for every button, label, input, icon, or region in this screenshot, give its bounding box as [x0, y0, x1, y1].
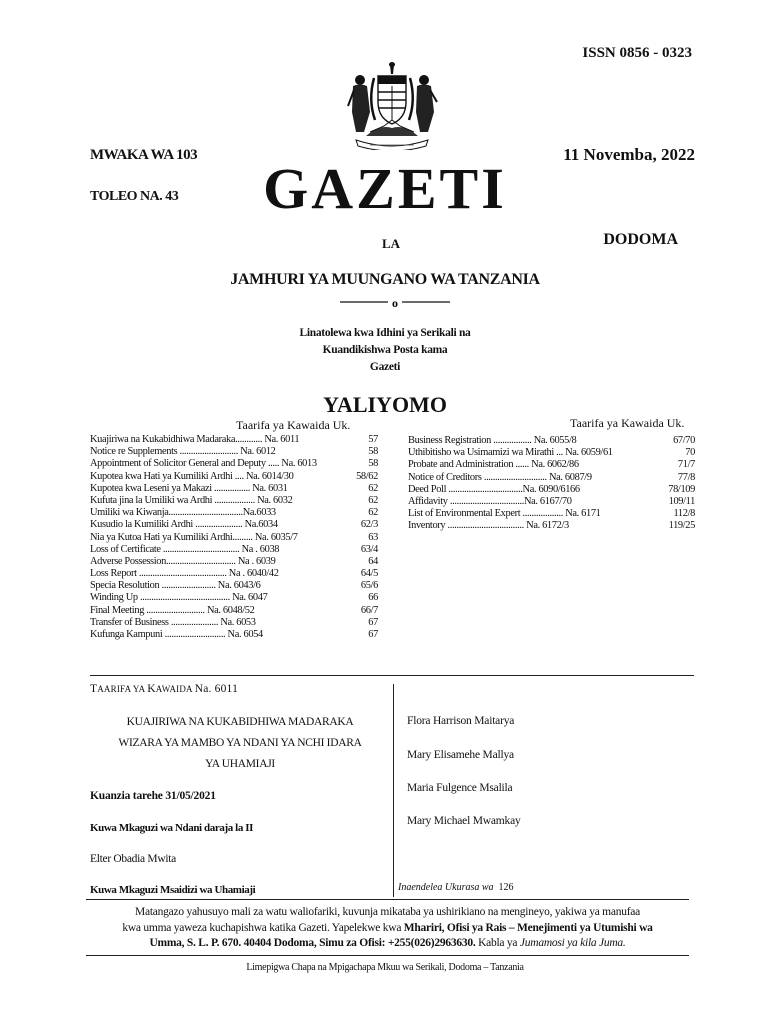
footer-line: Umma, S. L. P. 670. 40404 Dodoma, Simu za Ofisi: +255(026)2963630. Kabla ya Jumamosi ya kila Juma. — [149, 937, 626, 949]
ornament-letter: o — [392, 297, 398, 309]
registration-note — [0, 325, 770, 376]
contents-entry — [408, 472, 695, 484]
contents-header-right: Taarifa ya Kawaida Uk. — [570, 416, 685, 430]
contents-entry-page: 58/62 — [356, 470, 378, 482]
contents-entry-title: Loss of Certificate .................................. Na . 6038 — [90, 543, 280, 555]
contents-entry-page: 62 — [368, 482, 378, 494]
contents-entry-page: 63 — [368, 531, 378, 543]
contents-entry-page: 57 — [368, 434, 378, 445]
contents-entry-title: Probate and Administration ...... Na. 6062/86 — [408, 459, 579, 471]
contents-entry-page: 70 — [685, 447, 695, 459]
contents-entry-page: 71/7 — [677, 459, 695, 471]
contents-entry — [90, 532, 378, 544]
contents-entry — [408, 520, 695, 532]
contents-entry-page: 63/4 — [360, 543, 378, 555]
contents-entry — [90, 556, 378, 568]
contents-entry — [90, 458, 378, 470]
notice-label: TAARIFA YA KAWAIDA Na. 6011 — [90, 683, 239, 695]
appointee-name: Elter Obadia Mwita — [90, 853, 176, 865]
contents-entry-page: 78/109 — [668, 483, 695, 495]
contents-entry-page: 58 — [368, 458, 378, 470]
continued-note: Inaendelea Ukurasa wa 126 — [398, 882, 514, 893]
contents-entry-page: 77/8 — [677, 471, 695, 483]
contents-title: YALIYOMO — [323, 392, 447, 417]
contents-entry — [90, 507, 378, 519]
contents-entry-page: 66/7 — [360, 604, 378, 616]
contents-entry — [90, 580, 378, 592]
contents-entry-page: 62 — [368, 494, 378, 506]
contents-entry — [90, 446, 378, 458]
gazette-title: GAZETI — [263, 156, 507, 221]
printer-imprint: Limepigwa Chapa na Mpigachapa Mkuu wa Serikali, Dodoma – Tanzania — [246, 962, 524, 973]
contents-entry — [90, 434, 378, 446]
appointee-name: Flora Harrison Maitarya — [407, 715, 515, 727]
footer-divider — [86, 899, 689, 900]
column-divider — [393, 684, 394, 897]
contents-entry-title: Uthibitisho wa Usimamizi wa Mirathi ... Na. 6059/61 — [408, 447, 613, 459]
contents-entry-title: Loss Report ....................................... Na . 6040/42 — [90, 568, 279, 580]
appointee-name: Mary Elisamehe Mallya — [407, 749, 514, 761]
contents-entry-title: Transfer of Business ..................... Na. 6053 — [90, 616, 256, 628]
registration-line: Gazeti — [369, 361, 401, 373]
registration-line: Linatolewa kwa Idhini ya Serikali na — [299, 327, 471, 339]
contents-entry — [408, 435, 695, 447]
coat-of-arms-emblem — [340, 62, 444, 150]
contents-entry-title: Business Registration ................. Na. 6055/8 — [408, 435, 577, 446]
contents-entry-title: Affidavity .................................Na. 6167/70 — [408, 495, 572, 507]
appointee-name: Maria Fulgence Msalila — [407, 782, 513, 794]
contents-entry — [408, 459, 695, 471]
contents-entry-page: 67 — [368, 629, 378, 640]
footer-line: kwa umma yaweza kuchapishwa katika Gazeti. Yapelekwe kwa Mhariri, Ofisi ya Rais – Menejimenti ya Utumishi wa — [122, 921, 653, 934]
contents-entry — [90, 568, 378, 580]
country-name: JAMHURI YA MUUNGANO WA TANZANIA — [230, 271, 540, 288]
contents-entry — [90, 519, 378, 531]
footer-notice — [86, 905, 689, 952]
contents-list-right — [408, 435, 695, 533]
contents-entry-page: 67/70 — [673, 435, 695, 446]
contents-entry-title: List of Environmental Expert .................. Na. 6171 — [408, 508, 601, 520]
registration-line: Kuandikishwa Posta kama — [322, 344, 448, 356]
contents-entry — [408, 508, 695, 520]
contents-entry-title: Appointment of Solicitor General and Deputy ..... Na. 6013 — [90, 458, 317, 470]
contents-entry-title: Winding Up ........................................ Na. 6047 — [90, 592, 268, 604]
contents-entry-title: Deed Poll .................................Na. 6090/6166 — [408, 483, 580, 495]
contents-entry-page: 67 — [368, 616, 378, 628]
issue-number: TOLEO NA. 43 — [90, 189, 179, 204]
contents-entry — [90, 592, 378, 604]
contents-entry — [90, 495, 378, 507]
contents-entry-page: 64 — [368, 555, 378, 567]
title-connector: LA — [382, 236, 401, 251]
position-heading: Kuwa Mkaguzi wa Ndani daraja la II — [90, 822, 254, 834]
contents-entry-page: 119/25 — [668, 520, 695, 532]
contents-header-left: Taarifa ya Kawaida Uk. — [236, 418, 351, 432]
footer-line: Matangazo yahusuyo mali za watu waliofariki, kuvunja mikataba ya ushirikiano na mengineyo, yakiwa ya manufaa — [134, 906, 641, 918]
contents-entry-title: Specia Resolution ........................ Na. 6043/6 — [90, 580, 261, 592]
contents-entry-page: 62/3 — [360, 519, 378, 531]
contents-entry-title: Kupotea kwa Hati ya Kumiliki Ardhi .... Na. 6014/30 — [90, 470, 294, 482]
contents-entry — [90, 483, 378, 495]
issn-number: ISSN 0856 - 0323 — [582, 45, 692, 61]
contents-entry-title: Kufunga Kampuni ........................... Na. 6054 — [90, 629, 263, 640]
contents-entry-title: Kufuta jina la Umiliki wa Ardhi .................. Na. 6032 — [90, 494, 293, 506]
position-heading: Kuwa Mkaguzi Msaidizi wa Uhamiaji — [90, 884, 256, 896]
contents-entry-title: Kusudio la Kumiliki Ardhi ..................... Na.6034 — [90, 519, 278, 531]
contents-entry-title: Final Meeting .......................... Na. 6048/52 — [90, 604, 255, 616]
issue-date: 11 Novemba, 2022 — [563, 145, 695, 164]
contents-entry-title: Adverse Possession............................... Na . 6039 — [90, 555, 276, 567]
publication-place: DODOMA — [603, 231, 678, 248]
contents-entry — [90, 471, 378, 483]
contents-entry-page: 66 — [368, 592, 378, 604]
contents-entry — [408, 484, 695, 496]
contents-entry-title: Umiliki wa Kiwanja.................................Na.6033 — [90, 507, 276, 519]
notice-heading-line: WIZARA YA MAMBO YA NDANI YA NCHI IDARA — [118, 737, 362, 749]
contents-entry-page: 58 — [368, 446, 378, 458]
contents-entry-page: 109/11 — [668, 495, 695, 507]
contents-entry — [90, 617, 378, 629]
contents-entry-title: Inventory .................................. Na. 6172/3 — [408, 520, 569, 532]
imprint-divider — [86, 955, 689, 956]
contents-entry-title: Kupotea kwa Leseni ya Makazi ................ Na. 6031 — [90, 482, 288, 494]
contents-entry — [90, 544, 378, 556]
contents-entry — [90, 605, 378, 617]
contents-entry-title: Notice re Supplements .......................... Na. 6012 — [90, 446, 276, 458]
contents-entry — [408, 447, 695, 459]
contents-entry-title: Notice of Creditors ............................ Na. 6087/9 — [408, 471, 592, 483]
contents-entry-title: Nia ya Kutoa Hati ya Kumiliki Ardhi......... Na. 6035/7 — [90, 531, 298, 543]
contents-entry-page: 65/6 — [360, 580, 378, 592]
volume-year: MWAKA WA 103 — [90, 147, 198, 163]
effective-date: Kuanzia tarehe 31/05/2021 — [90, 790, 216, 802]
contents-entry — [408, 496, 695, 508]
contents-list-left — [90, 434, 378, 641]
contents-entry-title: Kuajiriwa na Kukabidhiwa Madaraka............ Na. 6011 — [90, 434, 300, 445]
notice-heading — [90, 712, 390, 775]
notice-heading-line: YA UHAMIAJI — [205, 758, 275, 770]
contents-entry-page: 64/5 — [360, 568, 378, 580]
contents-entry — [90, 629, 378, 641]
contents-entry-page: 62 — [368, 507, 378, 519]
notice-heading-line: KUAJIRIWA NA KUKABIDHIWA MADARAKA — [126, 716, 354, 728]
appointee-name: Mary Michael Mwamkay — [407, 815, 521, 827]
ornament-divider — [340, 297, 450, 309]
contents-entry-page: 112/8 — [673, 508, 695, 520]
section-divider — [90, 675, 694, 676]
